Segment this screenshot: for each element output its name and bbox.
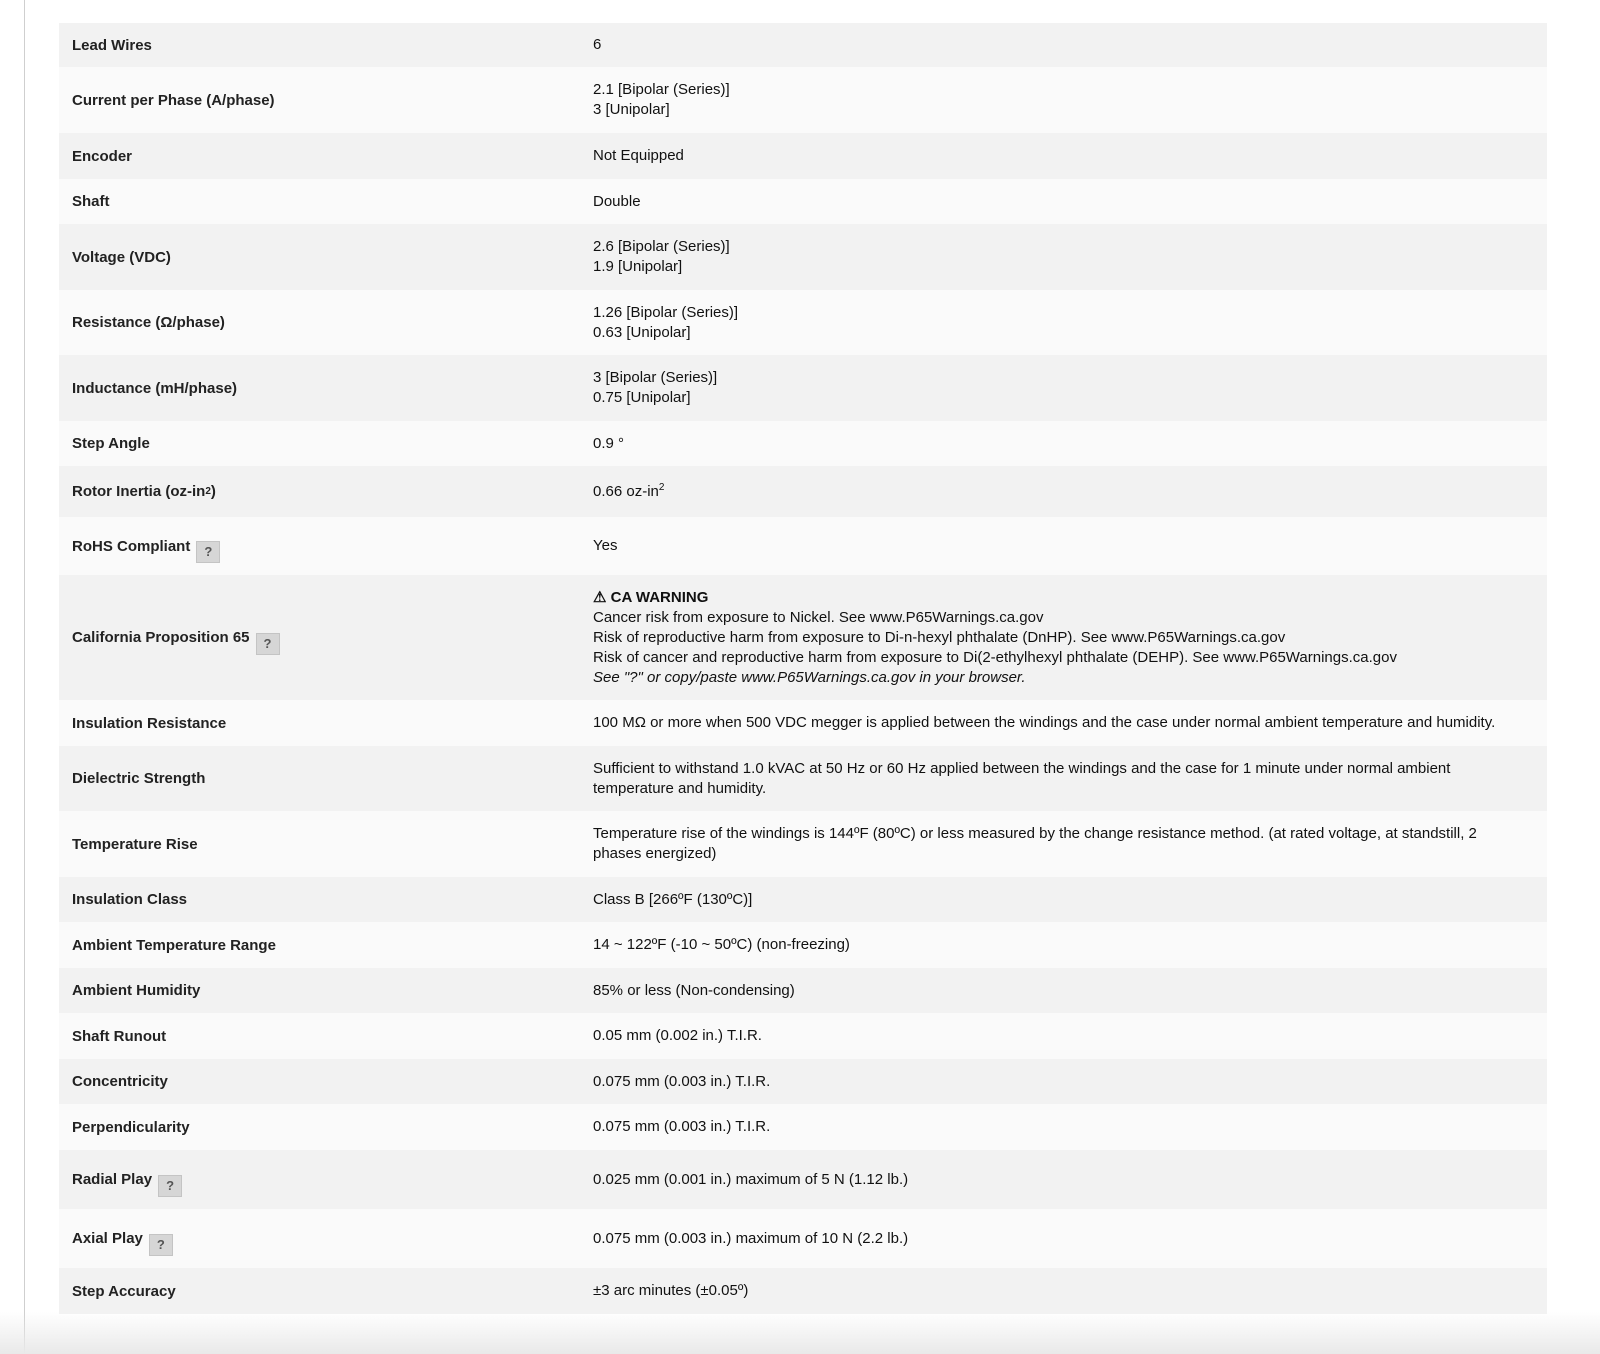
help-icon[interactable]: ? [158,1175,182,1197]
spec-value-line: 1.9 [Unipolar] [593,258,683,275]
help-icon[interactable]: ? [196,541,220,563]
spec-value-line: Temperature rise of the windings is 144ºF (80ºC) or less measured by the change resistance method. (at rated voltage, at standstill, 2 phases energized) [593,825,1477,862]
spec-value [593,192,1547,212]
spec-label [59,535,593,557]
spec-row-insulation-class [59,877,1547,922]
spec-value [593,1281,1547,1301]
spec-label-text: California Proposition 65 [72,629,250,646]
spec-value [593,1026,1547,1046]
spec-row-current-per-phase [59,67,1547,133]
spec-value-line: 0.075 mm (0.003 in.) T.I.R. [593,1118,771,1135]
spec-label: Inductance (mH/phase) [72,379,238,397]
spec-value [593,80,1547,120]
spec-row-prop-65 [59,575,1547,700]
spec-label: Shaft [72,193,110,210]
spec-value [593,824,1547,864]
spec-label: Insulation Resistance [72,714,227,732]
spec-row-radial-play [59,1150,1547,1209]
spec-value [593,482,1547,502]
spec-row-temperature-rise [59,811,1547,877]
warning-title: ⚠ CA WARNING [593,588,709,606]
spec-label: Dielectric Strength [72,770,206,787]
spec-row-ambient-temperature [59,922,1547,968]
help-icon[interactable]: ? [149,1234,173,1256]
spec-value-line: 3 [Bipolar (Series)] [593,369,718,386]
spec-label: Ambient Humidity [72,982,201,999]
spec-value-line: 85% or less (Non-condensing) [593,981,795,999]
spec-label: Lead Wires [72,36,152,54]
spec-value-line: 6 [593,36,602,53]
spec-label [59,627,593,649]
spec-label-text: ) [210,483,216,500]
spec-label: Insulation Class [72,891,188,908]
spec-value-line: 14 ~ 122ºF (-10 ~ 50ºC) (non-freezing) [593,936,850,953]
spec-value [593,434,1547,454]
spec-value [593,713,1547,733]
spec-row-rohs [59,517,1547,575]
spec-value-line: Yes [593,537,618,554]
spec-label: Voltage (VDC) [72,248,171,266]
spec-value-line: Class B [266ºF (130ºC)] [593,890,753,908]
spec-value-line: 3 [Unipolar] [593,101,670,118]
spec-row-step-angle [59,421,1547,466]
spec-value-line: 2.1 [Bipolar (Series)] [593,81,730,98]
spec-value-line: Double [593,192,641,210]
spec-label [59,1228,593,1250]
spec-value-line: Risk of cancer and reproductive harm from exposure to Di(2-ethylhexyl phthalate (DEHP). See www.P65Warnings.ca.gov [593,648,1397,666]
spec-row-step-accuracy [59,1268,1547,1314]
spec-value-line: 0.05 mm (0.002 in.) T.I.R. [593,1027,762,1044]
spec-value [593,1170,1547,1190]
spec-row-encoder [59,133,1547,179]
spec-value-line: 0.9 ° [593,434,625,452]
help-icon[interactable]: ? [256,633,280,655]
spec-label: Step Angle [72,435,150,452]
spec-label-text: RoHS Compliant [72,537,191,555]
spec-value [593,35,1547,55]
spec-value-line: 0.66 oz-in [593,482,659,500]
superscript: 2 [658,481,665,493]
spec-value [593,237,1547,277]
spec-row-ambient-humidity [59,968,1547,1013]
spec-value-line: 0.075 mm (0.003 in.) T.I.R. [593,1072,771,1090]
spec-value-line: 0.025 mm (0.001 in.) maximum of 5 N (1.12 lb.) [593,1170,909,1188]
warning-note: See "?" or copy/paste www.P65Warnings.ca.gov in your browser. [593,668,1026,686]
spec-label: Resistance (Ω/phase) [72,314,225,331]
spec-row-shaft [59,179,1547,224]
spec-label: Temperature Rise [72,835,198,853]
spec-value [593,536,1547,556]
spec-value-line: 0.63 [Unipolar] [593,323,691,341]
spec-value-line: 0.075 mm (0.003 in.) maximum of 10 N (2.2 lb.) [593,1229,909,1247]
spec-value-line: 2.6 [Bipolar (Series)] [593,238,730,255]
spec-label-text: Rotor Inertia (oz-in [72,483,206,500]
spec-value [593,1072,1547,1092]
spec-label: Step Accuracy [72,1282,176,1300]
spec-row-dielectric-strength [59,746,1547,811]
specifications-table [59,23,1547,1314]
spec-row-shaft-runout [59,1013,1547,1059]
spec-label: Encoder [72,147,133,165]
spec-value-line: 100 MΩ or more when 500 VDC megger is applied between the windings and the case under normal ambient temperature and humidity. [593,714,1496,731]
spec-row-rotor-inertia [59,466,1547,517]
spec-label: Shaft Runout [72,1027,167,1045]
spec-row-inductance [59,355,1547,421]
spec-value [593,588,1547,688]
spec-value [593,935,1547,955]
spec-row-axial-play [59,1209,1547,1268]
spec-value [593,1229,1547,1249]
spec-value-line: ±3 arc minutes (±0.05º) [593,1282,749,1299]
spec-label-text: Radial Play [72,1171,153,1188]
spec-value-line: 0.75 [Unipolar] [593,389,691,406]
spec-value-line: 1.26 [Bipolar (Series)] [593,303,739,321]
spec-row-resistance [59,290,1547,355]
spec-value-line: Not Equipped [593,147,684,164]
spec-row-perpendicularity [59,1104,1547,1150]
bottom-shadow [0,1312,1600,1354]
spec-value-line: Cancer risk from exposure to Nickel. See www.P65Warnings.ca.gov [593,608,1044,626]
spec-value-line: Sufficient to withstand 1.0 kVAC at 50 Hz or 60 Hz applied between the windings and the case for 1 minute under normal ambient temperature and humidity. [593,759,1451,797]
spec-value [593,1117,1547,1137]
spec-label: Rotor Inertia (oz-in 2 ) [72,483,216,500]
spec-value [593,146,1547,166]
spec-value [593,303,1547,343]
spec-row-concentricity [59,1059,1547,1104]
left-border-line [24,0,25,1354]
spec-label: Current per Phase (A/phase) [72,91,275,109]
spec-row-insulation-resistance [59,700,1547,746]
spec-label: Perpendicularity [72,1118,190,1136]
spec-value-line: Risk of reproductive harm from exposure to Di-n-hexyl phthalate (DnHP). See www.P65Warnings.ca.gov [593,628,1286,646]
spec-label: Ambient Temperature Range [72,936,276,954]
spec-value [593,890,1547,910]
spec-label [59,1169,593,1191]
spec-value [593,759,1547,799]
spec-row-voltage [59,224,1547,290]
spec-value [593,981,1547,1001]
spec-value [593,368,1547,408]
spec-label: Concentricity [72,1073,168,1090]
spec-row-lead-wires [59,23,1547,67]
spec-label-text: Axial Play [72,1230,143,1247]
